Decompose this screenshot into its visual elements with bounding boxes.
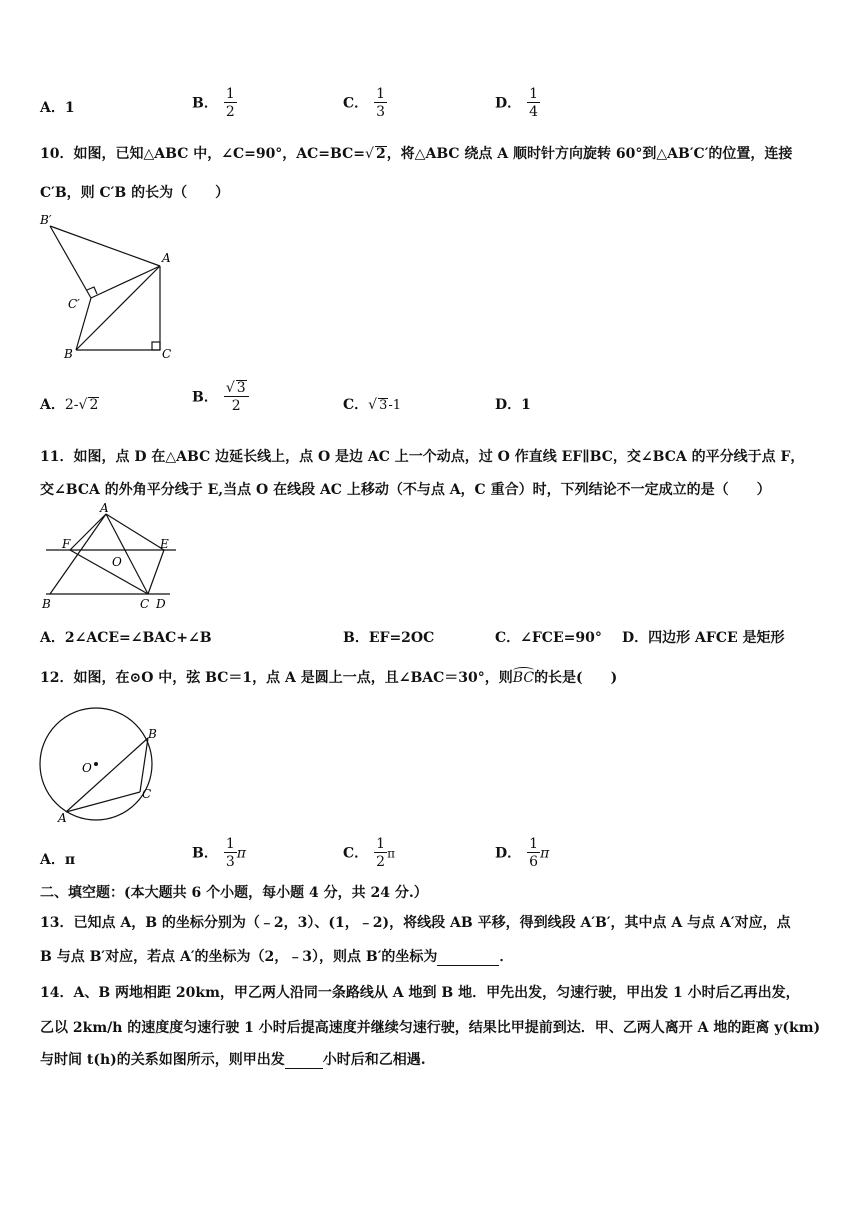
q10-label-a: A (162, 251, 171, 265)
q10-label-c: C (162, 347, 172, 361)
q10-option-c: C．√ 3-1 (343, 397, 402, 413)
q10-option-b: B． $\frac{√ 3}{2}$ (192, 380, 249, 415)
q10-segment-b1a (50, 226, 160, 266)
q9-option-d (495, 86, 540, 121)
section-heading-fill-in: 二、填空题：(本大题共 6 个小题，每小题 4 分，共 24 分.） (40, 885, 428, 901)
q10-figure (38, 210, 178, 362)
q13-stem-line1: 13．已知点 A，B 的坐标分别为（﹣2，3）、(1，﹣2)，将线段 AB 平移，得到线段 A′B′，其中点 A 与点 A′对应，点 (40, 915, 791, 931)
q11-stem-line1: 11．如图，点 D 在△ABC 边延长线上，点 O 是边 AC 上一个动点，过 O 作直线 EF∥BC，交∠BCA 的平分线于点 F， (40, 449, 805, 465)
q9-option-a (40, 97, 75, 117)
q12-stem: 12．如图，在⊙O 中，弦 BC＝1，点 A 是圆上一点，且∠BAC＝30°，则BC的长是( ) (40, 670, 618, 686)
q12-label-a: A (58, 811, 67, 825)
q12-option-b: B． $\frac{1}{3}$ π (192, 836, 246, 870)
q11-option-d: D．四边形 AFCE 是矩形 (622, 630, 785, 646)
q12-label-o: O (82, 761, 92, 775)
q11-label-b: B (42, 597, 51, 611)
q10-label-b1: B′ (40, 213, 52, 227)
q10-right-angle-c (152, 342, 160, 350)
q10-label-b: B (64, 347, 73, 361)
q14-stem-line2: 乙以 2km/h 的速度度匀速行驶 1 小时后提高速度并继续匀速行驶，结果比甲提前到达．甲、乙两人离开 A 地的距离 y(km) (40, 1020, 821, 1036)
q11-stem-line2: 交∠BCA 的外角平分线于 E,当点 O 在线段 AC 上移动（不与点 A，C 重合）时，下列结论不一定成立的是（ ） (40, 482, 771, 498)
q13-answer-blank[interactable] (437, 949, 499, 966)
q12-label-c: C (142, 787, 152, 801)
q11-option-c: C．∠FCE=90° (495, 630, 602, 646)
q12-figure (38, 704, 164, 828)
q9-option-b-label: B． (192, 95, 218, 112)
q14-stem-line3: 与时间 t(h)的关系如图所示，则甲出发 小时后和乙相遇. (40, 1052, 426, 1068)
q10-option-d: D．1 (495, 397, 531, 413)
q11-label-o: O (112, 555, 122, 569)
q9-option-d-label: D． (495, 95, 522, 112)
q12-label-b: B (148, 727, 157, 741)
q12-option-a: A．π (40, 852, 76, 868)
q9-option-a-label: A． (40, 100, 65, 116)
q13-stem-line2: B 与点 B′对应，若点 A′的坐标为（2，﹣3），则点 B′的坐标为 ． (40, 949, 514, 965)
q9-option-d-fraction: $\frac{1}{4}$ (529, 86, 539, 120)
q12-option-c: C． $\frac{1}{2}$ π (343, 836, 395, 870)
q10-option-a: A．2-√ 2 (40, 397, 99, 413)
q12-center-point (94, 762, 98, 766)
q11-option-a: A．2∠ACE=∠BAC+∠B (40, 630, 212, 646)
q9-option-c (343, 86, 387, 121)
q11-label-d: D (156, 597, 166, 611)
q11-segment-ae (106, 514, 164, 550)
q9-option-b-fraction: $\frac{1}{2}$ (225, 86, 235, 120)
q11-figure (38, 502, 180, 614)
q9-option-b (192, 86, 237, 121)
q11-label-c: C (140, 597, 150, 611)
q14-answer-blank[interactable] (285, 1052, 323, 1069)
q9-option-c-fraction: $\frac{1}{3}$ (376, 86, 386, 120)
q14-stem-line1: 14．A、B 两地相距 20km，甲乙两人沿同一条路线从 A 地到 B 地．甲先出发，匀速行驶，甲出发 1 小时后乙再出发， (40, 985, 800, 1001)
q11-option-b: B．EF=2OC (343, 630, 435, 646)
q10-segment-c1a (91, 266, 160, 298)
q11-segment-ec (148, 550, 164, 594)
q10-stem-line2: C′B，则 C′B 的长为（ ） (40, 185, 230, 201)
q9-option-c-label: C． (343, 95, 369, 112)
q11-segment-af (70, 514, 106, 550)
q12-chord-bc (140, 738, 148, 792)
q11-label-a: A (100, 502, 109, 515)
q12-arc-bc: BC (512, 670, 535, 686)
q10-stem-line1: 10．如图，已知△ABC 中，∠C=90°，AC=BC=√ 2，将△ABC 绕点 A 顺时针方向旋转 60°到△AB′C′的位置，连接 (40, 146, 793, 162)
q9-option-a-value: 1 (64, 100, 75, 116)
q12-option-d: D． $\frac{1}{6}$ π (495, 836, 550, 870)
q10-label-c1: C′ (68, 297, 80, 311)
q10-segment-b1c1 (50, 226, 91, 298)
q11-label-e: E (160, 537, 169, 551)
q11-label-f: F (62, 537, 71, 551)
